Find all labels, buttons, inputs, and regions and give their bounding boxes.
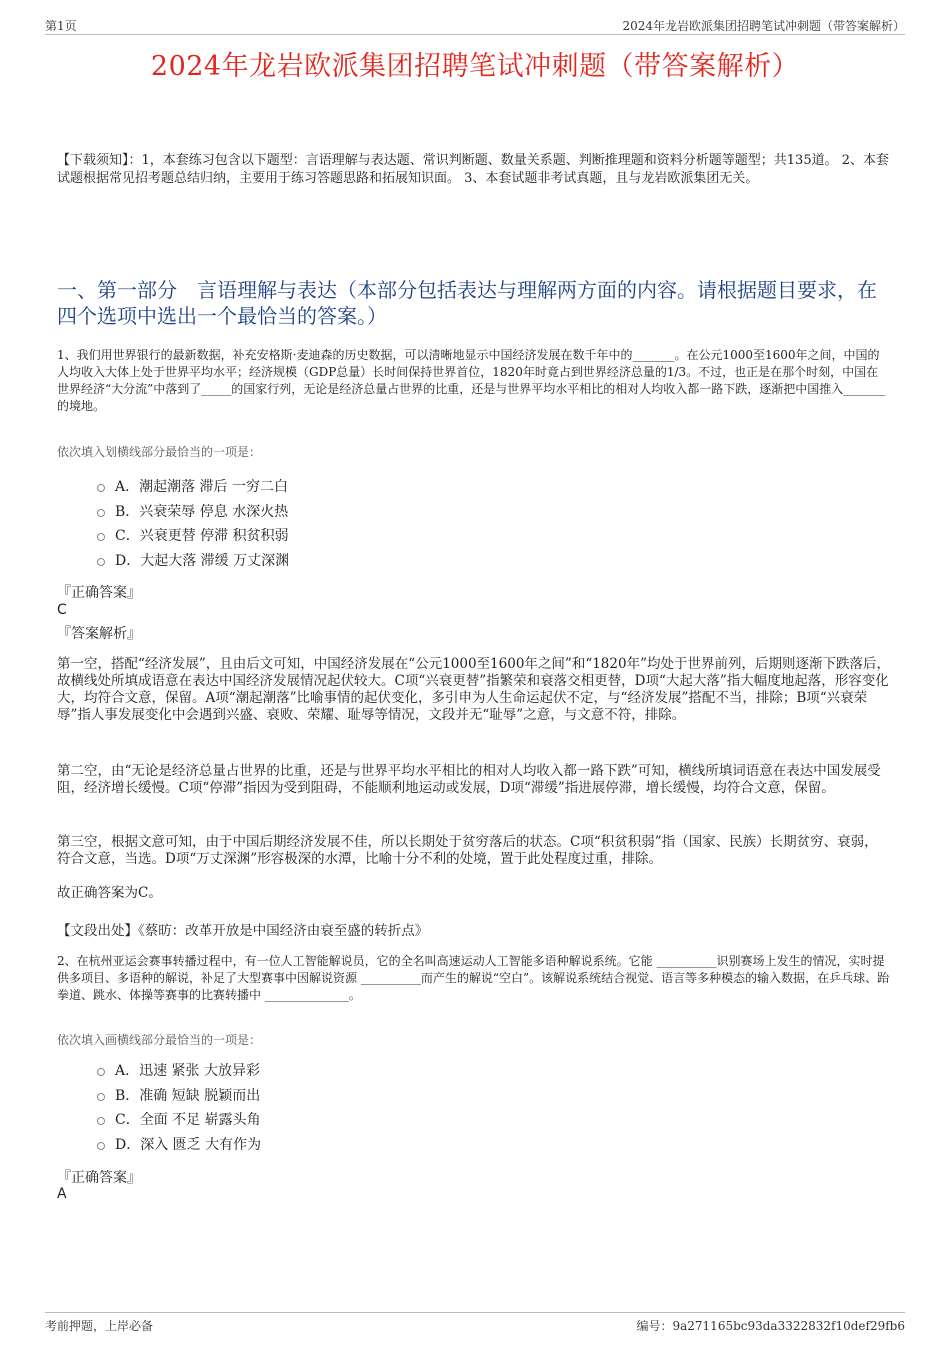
section-title: 一、第一部分 言语理解与表达（本部分包括表达与理解两方面的内容。请根据题目要求，在四个选项中选出一个最恰当的答案。） <box>57 278 877 328</box>
question-1-text: 1、我们用世界银行的最新数据，补充安格斯·麦迪森的历史数据，可以清晰地显示中国经济发展在数千年中的_______。在公元1000至1600年之间，中国的人均收入大体上处于世界平均水平；经济规模（GDP总量）长时间保持世界首位，1820年时竟占到世界经济总量的1/3。不过，也正是在那个时刻，中国在世界经济“大分流”中落到了_____的国家行列，无论是经济总量占世界的比重，还是与世界平均水平相比的相对人均收入都一路下跌，逐渐把中国推入_______的境地。 <box>57 348 886 413</box>
analysis-conclusion: 故正确答案为C。 <box>57 885 162 901</box>
question-2-text: 2、在杭州亚运会赛事转播过程中，有一位人工智能解说员，它的全名叫高速运动人工智能多语种解说系统。它能 __________识别赛场上发生的情况，实时提供多项目、多语种的解说，补足了大型赛事中因解说资源 __________而产生的解说“空白”。该解说系统结合视觉、语言等多种模态的输入数据，在乒乓球、跆拳道、跳水、体操等赛事的比赛转播中 ______________。 <box>57 954 890 1002</box>
analysis-label: 『答案解析』 <box>57 626 141 642</box>
answer-label: 『正确答案』 <box>57 585 141 601</box>
answer-value: A <box>57 1186 67 1202</box>
question-1-prompt: 依次填入划横线部分最恰当的一项是： <box>57 445 262 459</box>
radio-icon[interactable] <box>97 558 105 566</box>
analysis-paragraph-1: 第一空，搭配“经济发展”，且由后文可知，中国经济发展在“公元1000至1600年之间”和“1820年”均处于世界前列，后期则逐渐下跌落后，故横线处所填成语意在表达中国经济发展情况起伏较大。C项“兴衰更替”指繁荣和衰落交相更替，D项“大起大落”指大幅度地起落，形容变化大，均符合文意，保留。A项“潮起潮落”比喻事情的起伏变化，多引申为人生命运起伏不定，与“经济发展”搭配不当，排除；B项“兴衰荣辱”指人事发展变化中会遇到兴盛、衰败、荣耀、耻辱等情况，文段并无“耻辱”之意，与文意不符，排除。 <box>57 656 890 723</box>
radio-icon[interactable] <box>97 1142 105 1150</box>
radio-icon[interactable] <box>97 533 105 541</box>
option-c[interactable]: C．兴衰更替 停滞 积贫积弱 <box>97 523 289 548</box>
radio-icon[interactable] <box>97 1117 105 1125</box>
analysis-paragraph-3: 第三空，根据文意可知，由于中国后期经济发展不佳，所以长期处于贫穷落后的状态。C项“积贫积弱”指（国家、民族）长期贫穷、衰弱，符合文意，当选。D项“万丈深渊”形容极深的水潭，比喻十分不利的处境，置于此处程度过重，排除。 <box>57 834 878 867</box>
page-number: 第1页 <box>45 19 77 33</box>
footer-serial: 编号：9a271165bc93da3322832f10def29fb6 <box>636 1319 905 1333</box>
page-header <box>45 16 905 35</box>
radio-icon[interactable] <box>97 1093 105 1101</box>
passage-source: 【文段出处】《蔡昉：改革开放是中国经济由衰至盛的转折点》 <box>57 923 429 939</box>
document-title: 2024年龙岩欧派集团招聘笔试冲刺题（带答案解析） <box>150 51 800 82</box>
answer-label: 『正确答案』 <box>57 1170 141 1186</box>
option-a[interactable]: A．潮起潮落 滞后 一穷二白 <box>97 474 289 499</box>
footer-slogan: 考前押题，上岸必备 <box>45 1319 154 1333</box>
option-a[interactable]: A．迅速 紧张 大放异彩 <box>97 1058 261 1083</box>
option-d[interactable]: D．深入 匮乏 大有作为 <box>97 1132 261 1157</box>
answer-value: C <box>57 602 67 618</box>
radio-icon[interactable] <box>97 509 105 517</box>
header-doc-title: 2024年龙岩欧派集团招聘笔试冲刺题（带答案解析） <box>622 19 905 33</box>
question-2-prompt: 依次填入画横线部分最恰当的一项是： <box>57 1033 262 1047</box>
option-d[interactable]: D．大起大落 滞缓 万丈深渊 <box>97 548 289 573</box>
option-c[interactable]: C．全面 不足 崭露头角 <box>97 1107 261 1132</box>
option-b[interactable]: B．兴衰荣辱 停息 水深火热 <box>97 499 289 524</box>
option-b[interactable]: B．准确 短缺 脱颖而出 <box>97 1083 261 1108</box>
page-footer <box>45 1312 905 1333</box>
radio-icon[interactable] <box>97 484 105 492</box>
question-2-options <box>97 1058 261 1156</box>
analysis-paragraph-2: 第二空，由“无论是经济总量占世界的比重，还是与世界平均水平相比的相对人均收入都一路下跌”可知，横线所填词语意在表达中国发展受阻，经济增长缓慢。C项“停滞”指因为受到阻碍，不能顺利地运动或发展，D项“滞缓”指进展停滞，增长缓慢，均符合文意，保留。 <box>57 763 881 796</box>
download-notice: 【下载须知】：1，本套练习包含以下题型：言语理解与表达题、常识判断题、数量关系题、判断推理题和资料分析题等题型；共135道。 2、本套试题根据常见招考题总结归纳，主要用于练习答题思路和拓展知识面。 3、本套试题非考试真题，且与龙岩欧派集团无关。 <box>57 153 889 186</box>
radio-icon[interactable] <box>97 1068 105 1076</box>
question-1-options <box>97 474 289 572</box>
